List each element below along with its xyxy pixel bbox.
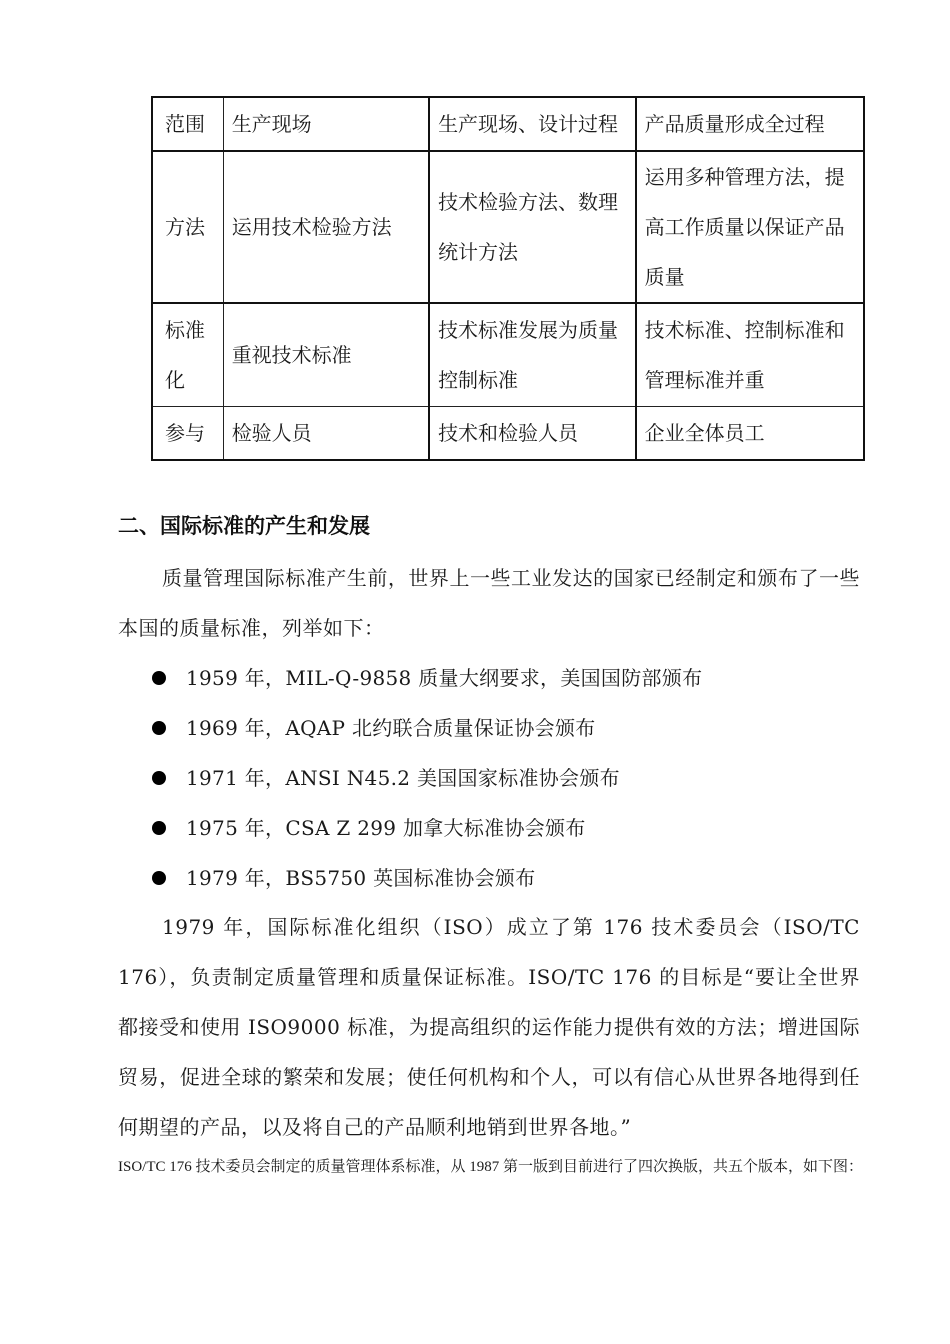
table-cell: 参与 [152,407,223,461]
bullet-icon [152,721,166,735]
bullet-icon [152,771,166,785]
list-item-text: 1975 年，CSA Z 299 加拿大标准协会颁布 [186,816,586,840]
comparison-table [151,96,865,461]
table-cell: 重视技术标准 [223,303,429,407]
table-cell: 运用技术检验方法 [223,151,429,303]
standards-list [150,653,702,903]
list-item [150,853,702,903]
bullet-icon [152,821,166,835]
table-cell: 技术和检验人员 [429,407,636,461]
table-cell: 生产现场 [223,97,429,151]
table-cell: 标准化 [152,303,223,407]
table-cell: 生产现场、设计过程 [429,97,636,151]
table-cell: 技术标准、控制标准和管理标准并重 [636,303,864,407]
table-row [152,303,864,407]
bullet-icon [152,671,166,685]
list-item [150,703,702,753]
table-cell: 技术检验方法、数理统计方法 [429,151,636,303]
list-item [150,803,702,853]
list-item-text: 1971 年，ANSI N45.2 美国国家标准协会颁布 [186,766,620,790]
list-item [150,653,702,703]
table-row [152,407,864,461]
section-heading: 二、国际标准的产生和发展 [118,514,370,538]
table-cell: 企业全体员工 [636,407,864,461]
table-cell: 检验人员 [223,407,429,461]
table-row [152,97,864,151]
table-cell: 范围 [152,97,223,151]
iso-tc176-text: 1979 年，国际标准化组织（ISO）成立了第 176 技术委员会（ISO/TC 176），负责制定质量管理和质量保证标准。ISO/TC 176 的目标是“要让全世界都接受和使用 ISO9000 标准，为提高组织的运作能力提供有效的方法；增进国际贸易，促进全球的繁荣和发展；使任何机构和个人，可以有信心从世界各地得到任何期望的产品，以及将自己的产品顺利地销到世界各地。” [118,915,860,1139]
list-item-text: 1979 年，BS5750 英国标准协会颁布 [186,866,536,890]
list-item-text: 1969 年，AQAP 北约联合质量保证协会颁布 [186,716,596,740]
table-cell: 方法 [152,151,223,303]
version-note: ISO/TC 176 技术委员会制定的质量管理体系标准，从 1987 第一版到目前进行了四次换版，共五个版本，如下图： [118,1159,864,1175]
table-cell: 技术标准发展为质量控制标准 [429,303,636,407]
list-item-text: 1959 年，MIL-Q-9858 质量大纲要求，美国国防部颁布 [186,666,703,690]
table-cell: 运用多种管理方法，提高工作质量以保证产品质量 [636,151,864,303]
table-cell: 产品质量形成全过程 [636,97,864,151]
intro-text: 质量管理国际标准产生前，世界上一些工业发达的国家已经制定和颁布了一些本国的质量标准，列举如下： [118,566,860,640]
list-item [150,753,702,803]
iso-tc176-paragraph [118,902,860,1152]
bullet-icon [152,871,166,885]
intro-paragraph [118,553,860,653]
table-row [152,151,864,303]
